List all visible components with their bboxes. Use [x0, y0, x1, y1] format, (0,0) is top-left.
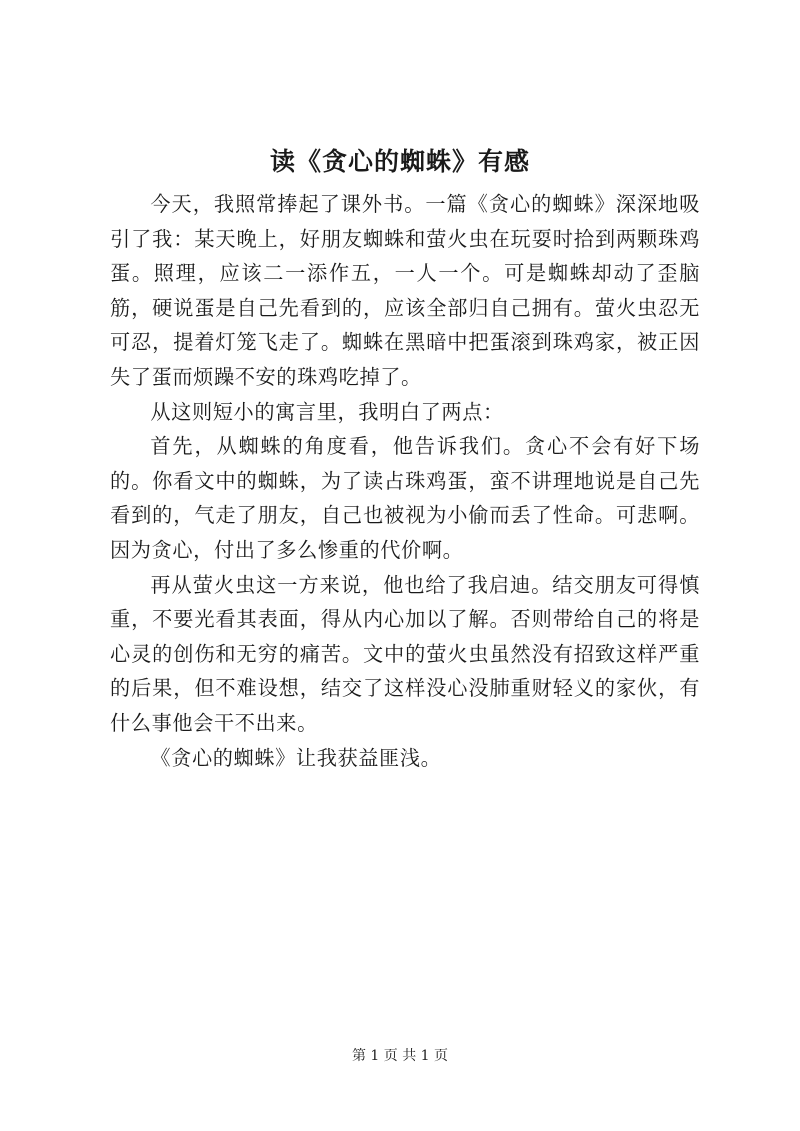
paragraph-3: 首先，从蜘蛛的角度看，他告诉我们。贪心不会有好下场的。你看文中的蜘蛛，为了读占珠鸡蛋，蛮不讲理地说是自己先看到的，气走了朋友，自己也被视为小偷而丢了性命。可悲啊。因为贪心，付出了多么惨重的代价啊。 — [110, 434, 700, 562]
paragraph-1: 今天，我照常捧起了课外书。一篇《贪心的蜘蛛》深深地吸引了我：某天晚上，好朋友蜘蛛和萤火虫在玩耍时拾到两颗珠鸡蛋。照理，应该二一添作五，一人一个。可是蜘蛛却动了歪脑筋，硬说蛋是自己先看到的，应该全部归自己拥有。萤火虫忍无可忍，提着灯笼飞走了。蜘蛛在黑暗中把蛋滚到珠鸡家，被正因失了蛋而烦躁不安的珠鸡吃掉了。 — [110, 192, 700, 389]
paragraph-4: 再从萤火虫这一方来说，他也给了我启迪。结交朋友可得慎重，不要光看其表面，得从内心加以了解。否则带给自己的将是心灵的创伤和无穷的痛苦。文中的萤火虫虽然没有招致这样严重的后果，但不难设想，结交了这样没心没肺重财轻义的家伙，有什么事他会干不出来。 — [110, 572, 700, 735]
paragraph-5: 《贪心的蜘蛛》让我获益匪浅。 — [150, 745, 442, 770]
paragraph-2: 从这则短小的寓言里，我明白了两点： — [150, 399, 504, 424]
page-title: 读《贪心的蜘蛛》有感 — [269, 147, 530, 176]
page-footer: 第 1 页 共 1 页 — [351, 1048, 449, 1064]
document-body — [110, 187, 700, 775]
